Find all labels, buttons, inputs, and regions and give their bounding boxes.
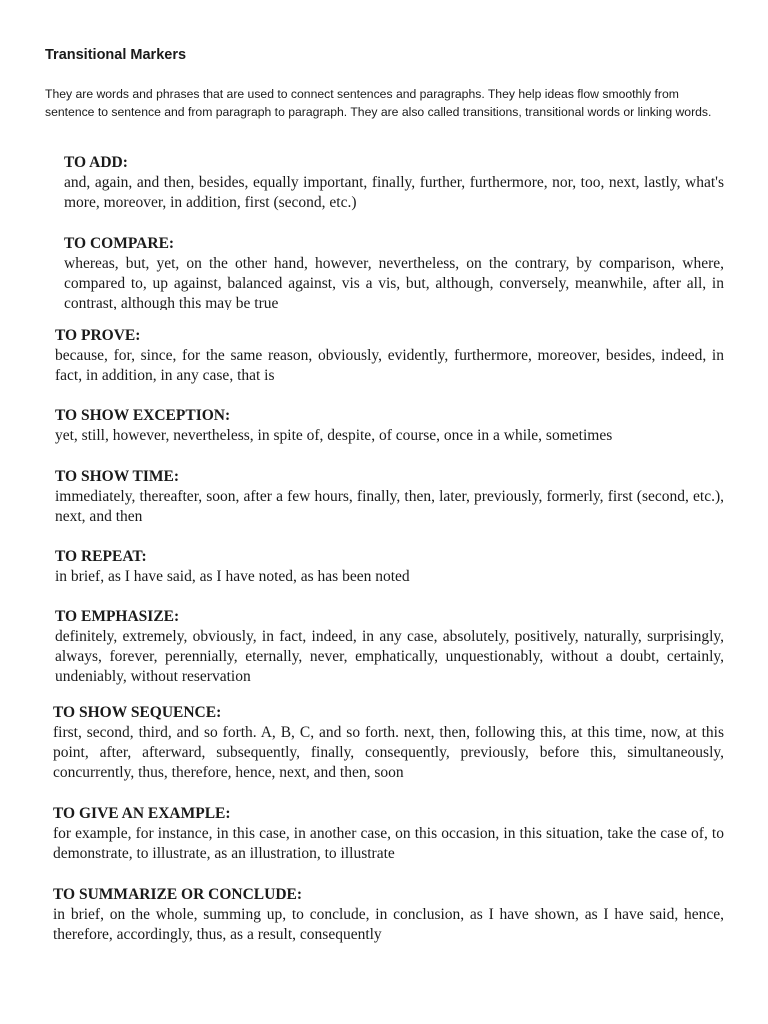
section-to-emphasize <box>55 607 724 687</box>
section-heading: TO REPEAT: <box>55 548 147 565</box>
section-text: in brief, on the whole, summing up, to conclude, in conclusion, as I have shown, as I have said, hence, therefore, accordingly, thus, as a result, consequently <box>53 906 724 943</box>
section-heading: TO COMPARE: <box>64 235 175 252</box>
section-heading: TO SHOW EXCEPTION: <box>55 407 231 424</box>
section-text: immediately, thereafter, soon, after a few hours, finally, then, later, previously, formerly, first (second, etc.), next, and then <box>55 488 724 525</box>
section-heading: TO GIVE AN EXAMPLE: <box>53 805 231 822</box>
section-text: for example, for instance, in this case, in another case, on this occasion, in this situation, take the case of, to demonstrate, to illustrate, as an illustration, to illustrate <box>53 825 724 862</box>
section-heading: TO EMPHASIZE: <box>55 608 180 625</box>
section-heading: TO ADD: <box>64 154 128 171</box>
section-heading: TO SHOW SEQUENCE: <box>53 704 222 721</box>
section-text: whereas, but, yet, on the other hand, however, nevertheless, on the contrary, by comparison, where, compared to, up against, balanced against, vis a vis, but, although, conversely, meanwhile, after all, in contrast, although this may be true <box>64 255 724 310</box>
section-to-summarize-or-conclude <box>53 885 724 945</box>
intro-paragraph: They are words and phrases that are used to connect sentences and paragraphs. They help ideas flow smoothly from sentence to sentence and from paragraph to paragraph. They are also called transitions, transitional words or linking words. <box>45 87 712 119</box>
section-to-repeat <box>55 547 724 587</box>
section-to-show-sequence <box>53 703 724 783</box>
section-text: yet, still, however, nevertheless, in spite of, despite, of course, once in a while, sometimes <box>55 427 613 444</box>
section-heading: TO SHOW TIME: <box>55 468 180 485</box>
section-to-show-time <box>55 467 724 527</box>
section-text: in brief, as I have said, as I have noted, as has been noted <box>55 568 410 585</box>
section-heading: TO SUMMARIZE OR CONCLUDE: <box>53 886 303 903</box>
section-text: and, again, and then, besides, equally important, finally, further, furthermore, nor, too, next, lastly, what's more, moreover, in addition, first (second, etc.) <box>64 174 724 211</box>
page-title: Transitional Markers <box>45 47 187 63</box>
section-heading: TO PROVE: <box>55 327 141 344</box>
section-to-add <box>64 153 724 213</box>
section-to-compare <box>64 234 724 310</box>
section-to-give-an-example <box>53 804 724 864</box>
section-text: first, second, third, and so forth. A, B, C, and so forth. next, then, following this, at this time, now, at this point, after, afterward, subsequently, finally, consequently, previously, before this, simultaneously, concurrently, thus, therefore, hence, next, and then, soon <box>53 724 724 781</box>
section-text: because, for, since, for the same reason, obviously, evidently, furthermore, moreover, besides, indeed, in fact, in addition, in any case, that is <box>55 347 724 384</box>
section-text: definitely, extremely, obviously, in fact, indeed, in any case, absolutely, positively, naturally, surprisingly, always, forever, perennially, eternally, never, emphatically, unquestionably, without a doubt, certainly, undeniably, without reservation <box>55 628 724 685</box>
section-to-prove <box>55 326 724 386</box>
section-to-show-exception <box>55 406 735 446</box>
